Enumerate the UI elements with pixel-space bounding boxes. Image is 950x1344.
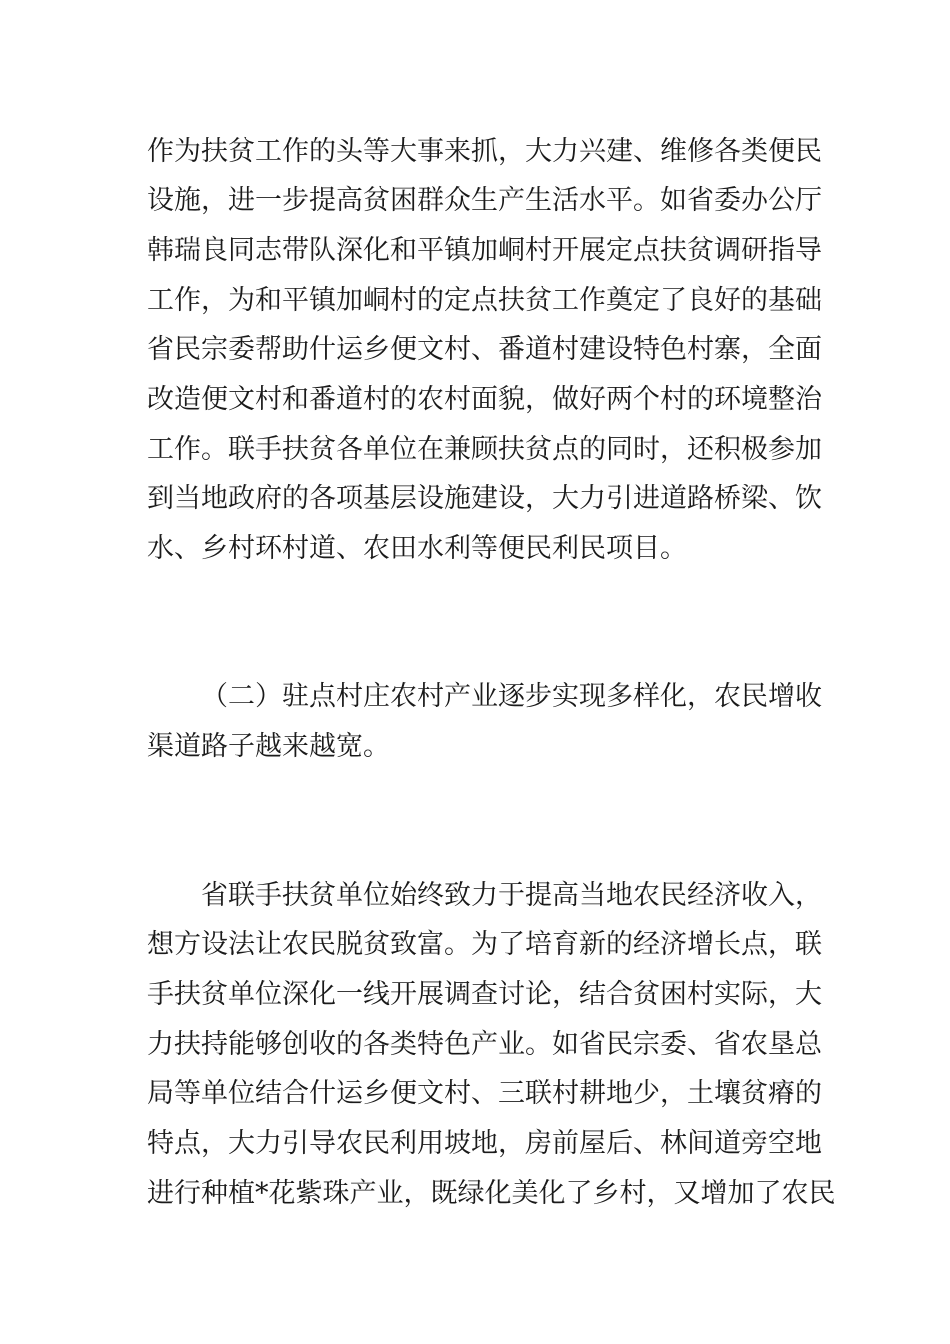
paragraph-line: 力扶持能够创收的各类特色产业。如省民宗委、省农垦总	[147, 1029, 822, 1060]
paragraph-line: 想方设法让农民脱贫致富。为了培育新的经济增长点，联	[147, 929, 822, 960]
paragraph-line: 工作，为和平镇加峒村的定点扶贫工作奠定了良好的基础	[147, 285, 822, 316]
paragraph-line: 工作。联手扶贫各单位在兼顾扶贫点的同时，还积极参加	[147, 434, 822, 465]
paragraph-line: 水、乡村环村道、农田水利等便民利民项目。	[147, 533, 687, 564]
paragraph-line: 进行种植*花紫珠产业，既绿化美化了乡村，又增加了农民	[147, 1178, 836, 1209]
paragraph-line: 省民宗委帮助什运乡便文村、番道村建设特色村寨，全面	[147, 334, 822, 365]
heading-line: （二）驻点村庄农村产业逐步实现多样化，农民增收	[201, 681, 822, 712]
paragraph-line: 到当地政府的各项基层设施建设，大力引进道路桥梁、饮	[147, 483, 822, 514]
heading-line: 渠道路子越来越宽。	[147, 731, 390, 762]
paragraph-line: 手扶贫单位深化一线开展调查讨论，结合贫困村实际，大	[147, 979, 822, 1010]
paragraph-line: 改造便文村和番道村的农村面貌，做好两个村的环境整治	[147, 384, 822, 415]
paragraph-line: 作为扶贫工作的头等大事来抓，大力兴建、维修各类便民	[147, 136, 822, 167]
paragraph-line: 局等单位结合什运乡便文村、三联村耕地少，土壤贫瘠的	[147, 1078, 822, 1109]
paragraph-line: 韩瑞良同志带队深化和平镇加峒村开展定点扶贫调研指导	[147, 235, 822, 266]
paragraph-line: 省联手扶贫单位始终致力于提高当地农民经济收入，	[201, 880, 822, 911]
paragraph-line: 设施，进一步提高贫困群众生产生活水平。如省委办公厅	[147, 185, 822, 216]
paragraph-line: 特点，大力引导农民利用坡地，房前屋后、林间道旁空地	[147, 1128, 822, 1159]
